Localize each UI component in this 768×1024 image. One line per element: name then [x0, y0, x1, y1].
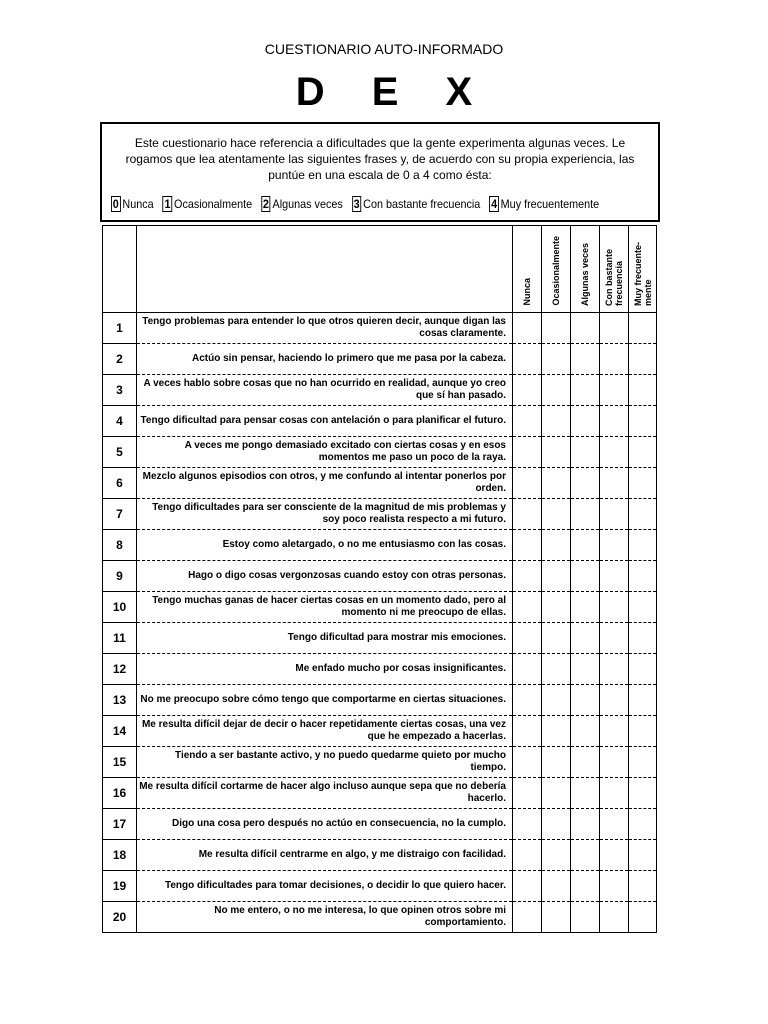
table-row	[103, 344, 657, 375]
table-row	[103, 592, 657, 623]
item-number: 13	[103, 685, 137, 716]
answer-cell[interactable]	[513, 437, 542, 468]
answer-cell[interactable]	[542, 468, 571, 499]
answer-cell[interactable]	[600, 313, 629, 344]
questionnaire-table	[102, 225, 657, 933]
answer-cell[interactable]	[600, 685, 629, 716]
answer-cell[interactable]	[571, 530, 600, 561]
item-question: No me entero, o no me interesa, lo que opinen otros sobre mi comportamiento.	[137, 902, 513, 933]
item-question: Mezclo algunos episodios con otros, y me confundo al intentar ponerlos por orden.	[137, 468, 513, 499]
answer-cell[interactable]	[600, 375, 629, 406]
answer-cell[interactable]	[629, 778, 657, 809]
answer-cell[interactable]	[542, 902, 571, 933]
answer-cell[interactable]	[629, 654, 657, 685]
scale-number: 4	[491, 197, 498, 211]
column-header	[600, 226, 629, 313]
scale-number: 1	[164, 197, 171, 211]
answer-cell[interactable]	[571, 871, 600, 902]
table-row	[103, 375, 657, 406]
answer-cell[interactable]	[600, 623, 629, 654]
answer-cell[interactable]	[600, 778, 629, 809]
column-header	[629, 226, 657, 313]
answer-cell[interactable]	[542, 685, 571, 716]
answer-cell[interactable]	[571, 623, 600, 654]
item-question: Tengo dificultades para tomar decisiones, o decidir lo que quiero hacer.	[137, 871, 513, 902]
item-question: Tengo dificultad para pensar cosas con antelación o para planificar el futuro.	[137, 406, 513, 437]
answer-cell[interactable]	[542, 809, 571, 840]
table-row	[103, 871, 657, 902]
answer-cell[interactable]	[513, 809, 542, 840]
table-row	[103, 406, 657, 437]
answer-cell[interactable]	[542, 840, 571, 871]
answer-cell[interactable]	[571, 654, 600, 685]
answer-cell[interactable]	[629, 437, 657, 468]
answer-cell[interactable]	[513, 530, 542, 561]
item-number: 2	[103, 344, 137, 375]
column-header-label: Muy frecuente-mente	[632, 241, 653, 306]
item-number: 3	[103, 375, 137, 406]
answer-cell[interactable]	[571, 344, 600, 375]
item-question: Tengo dificultad para mostrar mis emociones.	[137, 623, 513, 654]
answer-cell[interactable]	[571, 809, 600, 840]
answer-cell[interactable]	[542, 592, 571, 623]
scale-option-3	[352, 196, 481, 212]
table-row	[103, 778, 657, 809]
answer-cell[interactable]	[629, 747, 657, 778]
item-number: 17	[103, 809, 137, 840]
column-header-label: Ocasionalmente	[551, 236, 561, 306]
answer-cell[interactable]	[542, 406, 571, 437]
answer-cell[interactable]	[600, 499, 629, 530]
answer-cell[interactable]	[513, 902, 542, 933]
answer-cell[interactable]	[571, 747, 600, 778]
table-row	[103, 840, 657, 871]
answer-cell[interactable]	[629, 809, 657, 840]
table-row	[103, 530, 657, 561]
answer-cell[interactable]	[513, 406, 542, 437]
table-row	[103, 902, 657, 933]
item-number: 11	[103, 623, 137, 654]
answer-cell[interactable]	[629, 871, 657, 902]
answer-cell[interactable]	[542, 313, 571, 344]
item-question: Tengo dificultades para ser consciente de la magnitud de mis problemas y soy poco realista respecto a mi futuro.	[137, 499, 513, 530]
answer-cell[interactable]	[513, 313, 542, 344]
table-row	[103, 499, 657, 530]
answer-cell[interactable]	[571, 840, 600, 871]
answer-cell[interactable]	[571, 468, 600, 499]
table-row	[103, 747, 657, 778]
answer-cell[interactable]	[542, 778, 571, 809]
answer-cell[interactable]	[571, 778, 600, 809]
item-number: 20	[103, 902, 137, 933]
scale-number: 3	[353, 197, 360, 211]
answer-cell[interactable]	[542, 437, 571, 468]
table-row	[103, 685, 657, 716]
scale-label: Ocasionalmente	[174, 197, 253, 211]
answer-cell[interactable]	[513, 685, 542, 716]
answer-cell[interactable]	[600, 654, 629, 685]
answer-cell[interactable]	[513, 592, 542, 623]
scale-option-4	[489, 196, 599, 212]
answer-cell[interactable]	[542, 375, 571, 406]
answer-cell[interactable]	[600, 716, 629, 747]
item-number: 7	[103, 499, 137, 530]
table-row	[103, 468, 657, 499]
item-question: Me resulta difícil cortarme de hacer algo incluso aunque sepa que no debería hacerlo.	[137, 778, 513, 809]
table-row	[103, 561, 657, 592]
table-row	[103, 716, 657, 747]
answer-cell[interactable]	[629, 530, 657, 561]
answer-cell[interactable]	[542, 561, 571, 592]
answer-cell[interactable]	[629, 406, 657, 437]
answer-cell[interactable]	[600, 344, 629, 375]
answer-cell[interactable]	[600, 561, 629, 592]
answer-cell[interactable]	[600, 809, 629, 840]
item-number: 10	[103, 592, 137, 623]
answer-cell[interactable]	[629, 375, 657, 406]
answer-cell[interactable]	[513, 716, 542, 747]
scale-label: Algunas veces	[272, 197, 343, 211]
header-number-cell	[103, 226, 137, 313]
column-header-label: Nunca	[522, 278, 532, 306]
item-question: Tengo muchas ganas de hacer ciertas cosas en un momento dado, pero al momento ni me preocupo de ellas.	[137, 592, 513, 623]
answer-cell[interactable]	[571, 313, 600, 344]
answer-cell[interactable]	[629, 685, 657, 716]
answer-cell[interactable]	[513, 623, 542, 654]
answer-cell[interactable]	[513, 468, 542, 499]
answer-cell[interactable]	[600, 468, 629, 499]
scale-option-2	[261, 196, 343, 212]
answer-cell[interactable]	[571, 499, 600, 530]
answer-cell[interactable]	[600, 840, 629, 871]
answer-cell[interactable]	[513, 499, 542, 530]
item-number: 15	[103, 747, 137, 778]
answer-cell[interactable]	[600, 592, 629, 623]
scale-option-1	[163, 196, 252, 212]
table-row	[103, 654, 657, 685]
item-number: 4	[103, 406, 137, 437]
item-question: A veces hablo sobre cosas que no han ocurrido en realidad, aunque yo creo que sí han pasado.	[137, 375, 513, 406]
answer-cell[interactable]	[542, 530, 571, 561]
item-number: 5	[103, 437, 137, 468]
item-question: Estoy como aletargado, o no me entusiasmo con las cosas.	[137, 530, 513, 561]
scale-label: Nunca	[122, 197, 154, 211]
answer-cell[interactable]	[542, 871, 571, 902]
scale-option-0	[111, 196, 154, 212]
answer-cell[interactable]	[600, 902, 629, 933]
instructions-box	[100, 122, 660, 222]
scale-label: Muy frecuentemente	[500, 197, 600, 211]
answer-cell[interactable]	[600, 747, 629, 778]
answer-cell[interactable]	[513, 344, 542, 375]
item-question: Me resulta difícil dejar de decir o hacer repetidamente ciertas cosas, una vez que he empezado a hacerlas.	[137, 716, 513, 747]
answer-cell[interactable]	[571, 561, 600, 592]
answer-cell[interactable]	[571, 716, 600, 747]
answer-cell[interactable]	[629, 623, 657, 654]
item-question: Me enfado mucho por cosas insignificantes.	[137, 654, 513, 685]
column-header-label: Con bastante frecuencia	[604, 248, 624, 306]
item-number: 12	[103, 654, 137, 685]
answer-cell[interactable]	[542, 623, 571, 654]
answer-cell[interactable]	[542, 654, 571, 685]
answer-cell[interactable]	[513, 778, 542, 809]
item-number: 19	[103, 871, 137, 902]
header-question-cell	[137, 226, 513, 313]
column-header-label: Algunas veces	[580, 242, 590, 306]
item-number: 16	[103, 778, 137, 809]
answer-cell[interactable]	[542, 344, 571, 375]
answer-cell[interactable]	[629, 344, 657, 375]
answer-cell[interactable]	[571, 902, 600, 933]
answer-cell[interactable]	[629, 468, 657, 499]
item-question: Digo una cosa pero después no actúo en consecuencia, no la cumplo.	[137, 809, 513, 840]
item-number: 9	[103, 561, 137, 592]
scale-label: Con bastante frecuencia	[363, 197, 481, 211]
item-number: 8	[103, 530, 137, 561]
answer-cell[interactable]	[513, 654, 542, 685]
answer-cell[interactable]	[629, 313, 657, 344]
item-question: Me resulta difícil centrarme en algo, y me distraigo con facilidad.	[137, 840, 513, 871]
answer-cell[interactable]	[542, 716, 571, 747]
answer-cell[interactable]	[542, 499, 571, 530]
answer-cell[interactable]	[629, 716, 657, 747]
item-question: No me preocupo sobre cómo tengo que comportarme en ciertas situaciones.	[137, 685, 513, 716]
scale-number: 0	[112, 197, 119, 211]
table-row	[103, 623, 657, 654]
item-number: 14	[103, 716, 137, 747]
column-header	[513, 226, 542, 313]
answer-cell[interactable]	[513, 375, 542, 406]
item-number: 1	[103, 313, 137, 344]
answer-cell[interactable]	[571, 685, 600, 716]
column-header	[542, 226, 571, 313]
answer-cell[interactable]	[513, 840, 542, 871]
item-question: A veces me pongo demasiado excitado con ciertas cosas y en esos momentos me paso un poco de la raya.	[137, 437, 513, 468]
item-question: Actúo sin pensar, haciendo lo primero que me pasa por la cabeza.	[137, 344, 513, 375]
document-subtitle: CUESTIONARIO AUTO-INFORMADO	[264, 41, 504, 57]
table-row	[103, 313, 657, 344]
answer-cell[interactable]	[571, 592, 600, 623]
item-number: 6	[103, 468, 137, 499]
answer-cell[interactable]	[513, 561, 542, 592]
answer-cell[interactable]	[629, 592, 657, 623]
column-header	[571, 226, 600, 313]
answer-cell[interactable]	[513, 747, 542, 778]
table-row	[103, 809, 657, 840]
answer-cell[interactable]	[600, 871, 629, 902]
answer-cell[interactable]	[571, 437, 600, 468]
answer-cell[interactable]	[513, 871, 542, 902]
answer-cell[interactable]	[542, 747, 571, 778]
document-title: D E X	[295, 70, 491, 114]
answer-cell[interactable]	[571, 375, 600, 406]
answer-cell[interactable]	[600, 530, 629, 561]
answer-cell[interactable]	[629, 840, 657, 871]
answer-cell[interactable]	[600, 406, 629, 437]
item-question: Tiendo a ser bastante activo, y no puedo quedarme quieto por mucho tiempo.	[137, 747, 513, 778]
item-question: Hago o digo cosas vergonzosas cuando estoy con otras personas.	[137, 561, 513, 592]
answer-cell[interactable]	[629, 499, 657, 530]
answer-cell[interactable]	[629, 561, 657, 592]
answer-cell[interactable]	[629, 902, 657, 933]
instructions-text: Este cuestionario hace referencia a dificultades que la gente experimenta algunas veces. Le rogamos que lea atentamente las siguientes frases y, de acuerdo con su propia experiencia, las puntúe en una escala de 0 a 4 como ésta:	[125, 136, 635, 182]
scale-number: 2	[262, 197, 269, 211]
answer-cell[interactable]	[571, 406, 600, 437]
rating-scale	[111, 196, 608, 212]
item-number: 18	[103, 840, 137, 871]
item-question: Tengo problemas para entender lo que otros quieren decir, aunque digan las cosas claramente.	[137, 313, 513, 344]
answer-cell[interactable]	[600, 437, 629, 468]
table-row	[103, 437, 657, 468]
table-header-row	[103, 226, 657, 313]
